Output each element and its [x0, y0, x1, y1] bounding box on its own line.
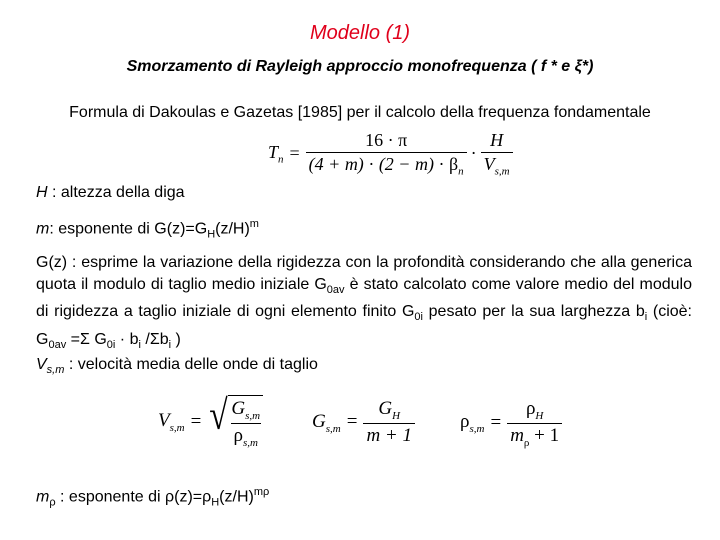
mrho-symbol: m [36, 488, 50, 506]
subtitle: Smorzamento di Rayleigh approccio monofrequenza ( f * e ξ*) [126, 58, 594, 75]
h-definition [36, 184, 185, 202]
formula-velocity: $V_{s,m}$ = √ $\frac{G_{s,m}}{\rho_{s,m}}$ [158, 395, 263, 449]
formula-period-dot: · [470, 143, 477, 164]
formula-period [268, 130, 513, 178]
h-text: : altezza della diga [47, 184, 185, 201]
formula-period-equals: = [289, 143, 300, 164]
formula-density: $\rho_{s,m}$ = $\frac{\rho_H}{m_\rho + 1}$ [460, 398, 562, 449]
intro-text: Formula di Dakoulas e Gazetas [1985] per il calcolo della frequenza fondamentale [69, 104, 651, 121]
formula-period-fraction-2: $\frac{H}{V_{s,m}}$ [481, 130, 513, 178]
gz-paragraph: G(z) : esprime la variazione della rigidezza con la profondità considerando che alla generica quota il modulo di taglio medio iniziale $G_{0av}$ è stato calcolato come valore medio del modulo di rigidezza a taglio iniziale di ogni elemento finito $G_{0i}$ pesato per la sua larghezza $b_i$ (cioè: $G_{0av} =\Sigma$ $G_{0i} \cdot b_i$ $/\Sigma b_i$ ) [36, 254, 693, 352]
formula-period-lhs: $T_n$ [268, 142, 284, 166]
vs-symbol: V [36, 356, 47, 373]
formula-period-fraction-1: $\frac{16 \cdot \pi}{(4 + m) \cdot (2 - m) \cdot \beta_n}$ [306, 130, 467, 178]
page-title: Modello (1) [309, 22, 411, 44]
m-definition: m: esponente di $G(z)=G_H(z/H)^m$ [36, 218, 259, 241]
mrho-definition: $m_\rho$ : esponente di $\rho(z)=\rho_H(z/H)^{m\rho}$ [36, 486, 270, 509]
vs-definition: $V_{s,m}$ : velocità media delle onde di taglio [36, 356, 318, 377]
h-symbol: H [36, 184, 48, 201]
m-symbol: m [36, 220, 50, 238]
formula-shear-modulus: $G_{s,m}$ = $\frac{G_H}{m + 1}$ [312, 398, 415, 447]
